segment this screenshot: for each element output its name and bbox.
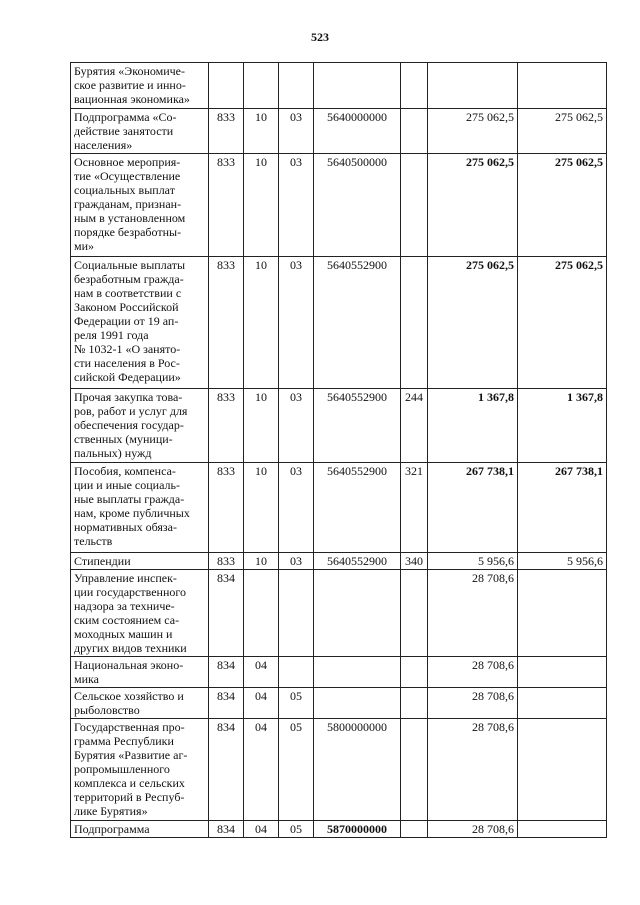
cell-sum-1-text: 28 708,6 [472, 658, 514, 672]
cell-vr [401, 109, 428, 154]
cell-rz [244, 389, 279, 463]
cell-pr-text: 03 [290, 554, 302, 568]
cell-name [71, 821, 209, 838]
cell-cs [314, 154, 401, 257]
cell-name-text: Бурятия «Экономиче- ское развитие и инно- вационная экономика» [74, 64, 190, 106]
cell-name [71, 463, 209, 553]
cell-sum-1-text: 28 708,6 [472, 689, 514, 703]
cell-sum-1 [428, 719, 518, 821]
cell-rz [244, 719, 279, 821]
cell-vr-text: 321 [405, 464, 423, 478]
cell-name [71, 719, 209, 821]
cell-pr-text: 03 [290, 390, 302, 404]
table-row [71, 553, 607, 570]
cell-gr-text: 833 [217, 258, 235, 272]
table-row [71, 389, 607, 463]
cell-sum-2 [518, 154, 607, 257]
cell-sum-2 [518, 463, 607, 553]
cell-sum-1-text: 1 367,8 [478, 390, 514, 404]
cell-name [71, 257, 209, 389]
cell-cs-text: 5640552900 [327, 390, 387, 404]
cell-rz [244, 570, 279, 657]
cell-gr [209, 109, 244, 154]
cell-pr-text: 03 [290, 258, 302, 272]
cell-sum-2 [518, 688, 607, 719]
cell-sum-2 [518, 63, 607, 109]
cell-sum-1-text: 5 956,6 [478, 554, 514, 568]
cell-rz [244, 463, 279, 553]
cell-vr [401, 463, 428, 553]
cell-sum-1-text: 275 062,5 [466, 258, 514, 272]
cell-cs [314, 109, 401, 154]
cell-sum-1 [428, 389, 518, 463]
cell-gr [209, 154, 244, 257]
cell-pr-text: 05 [290, 720, 302, 734]
table-row [71, 463, 607, 553]
cell-cs [314, 389, 401, 463]
cell-vr-text: 340 [405, 554, 423, 568]
cell-cs [314, 63, 401, 109]
cell-pr [279, 657, 314, 688]
cell-gr-text: 834 [217, 658, 235, 672]
cell-pr [279, 109, 314, 154]
table-row [71, 109, 607, 154]
cell-rz [244, 553, 279, 570]
cell-gr-text: 834 [217, 689, 235, 703]
cell-vr [401, 657, 428, 688]
cell-gr [209, 389, 244, 463]
cell-name [71, 570, 209, 657]
table-row [71, 821, 607, 838]
cell-rz [244, 109, 279, 154]
cell-pr [279, 570, 314, 657]
cell-gr [209, 570, 244, 657]
cell-sum-2 [518, 570, 607, 657]
table-body [71, 63, 607, 838]
cell-sum-2-text: 5 956,6 [567, 554, 603, 568]
cell-pr [279, 389, 314, 463]
cell-pr-text: 03 [290, 155, 302, 169]
table-row [71, 154, 607, 257]
cell-sum-1 [428, 463, 518, 553]
cell-rz-text: 10 [255, 258, 267, 272]
cell-rz-text: 04 [255, 658, 267, 672]
cell-cs [314, 821, 401, 838]
cell-gr [209, 257, 244, 389]
table-row [71, 570, 607, 657]
cell-name-text: Государственная про- грамма Республики Бурятия «Развитие аг- ропромышленного комплекса и сельских территорий в Респуб- лике Бурятия» [74, 720, 188, 818]
cell-sum-1-text: 28 708,6 [472, 720, 514, 734]
cell-name-text: Сельское хозяйство и рыболовство [74, 689, 184, 717]
cell-vr [401, 553, 428, 570]
cell-sum-2-text: 267 738,1 [555, 464, 603, 478]
cell-vr [401, 389, 428, 463]
cell-vr [401, 688, 428, 719]
cell-name [71, 657, 209, 688]
cell-pr-text: 05 [290, 822, 302, 836]
cell-cs-text: 5640552900 [327, 554, 387, 568]
cell-rz-text: 04 [255, 720, 267, 734]
cell-sum-2 [518, 257, 607, 389]
cell-cs [314, 688, 401, 719]
cell-sum-1 [428, 257, 518, 389]
budget-table [70, 62, 607, 838]
cell-cs [314, 570, 401, 657]
cell-sum-1 [428, 570, 518, 657]
cell-sum-2 [518, 553, 607, 570]
cell-rz-text: 10 [255, 464, 267, 478]
cell-cs-text: 5640500000 [327, 155, 387, 169]
cell-sum-2 [518, 821, 607, 838]
cell-pr [279, 553, 314, 570]
cell-sum-1 [428, 688, 518, 719]
cell-cs [314, 257, 401, 389]
cell-rz-text: 10 [255, 155, 267, 169]
cell-rz [244, 821, 279, 838]
cell-pr [279, 463, 314, 553]
cell-sum-2-text: 275 062,5 [555, 155, 603, 169]
cell-rz [244, 657, 279, 688]
cell-name [71, 63, 209, 109]
cell-gr-text: 833 [217, 390, 235, 404]
cell-gr [209, 63, 244, 109]
cell-gr [209, 657, 244, 688]
cell-rz [244, 63, 279, 109]
cell-gr-text: 834 [217, 822, 235, 836]
cell-cs-text: 5640000000 [327, 110, 387, 124]
cell-vr-text: 244 [405, 390, 423, 404]
cell-gr-text: 833 [217, 464, 235, 478]
cell-sum-2-text: 1 367,8 [567, 390, 603, 404]
cell-gr-text: 833 [217, 155, 235, 169]
cell-pr [279, 257, 314, 389]
cell-cs [314, 463, 401, 553]
cell-name-text: Подпрограмма «Со- действие занятости населения» [74, 110, 177, 152]
cell-pr-text: 03 [290, 464, 302, 478]
cell-name-text: Прочая закупка това- ров, работ и услуг для обеспечения государ- ственных (муници- пальных) нужд [74, 390, 188, 460]
cell-sum-1-text: 275 062,5 [466, 155, 514, 169]
cell-gr [209, 463, 244, 553]
cell-rz-text: 04 [255, 689, 267, 703]
cell-gr [209, 688, 244, 719]
cell-rz-text: 10 [255, 390, 267, 404]
cell-sum-1 [428, 821, 518, 838]
table-row [71, 657, 607, 688]
cell-sum-2-text: 275 062,5 [555, 258, 603, 272]
cell-pr [279, 154, 314, 257]
cell-name [71, 109, 209, 154]
cell-name [71, 553, 209, 570]
cell-gr-text: 834 [217, 720, 235, 734]
cell-gr [209, 821, 244, 838]
cell-name [71, 154, 209, 257]
cell-sum-1 [428, 553, 518, 570]
cell-sum-2 [518, 389, 607, 463]
cell-name-text: Подпрограмма [74, 822, 150, 836]
cell-name-text: Пособия, компенса- ции и иные социаль- ные выплаты гражда- нам, кроме публичных нормативных обяза- тельств [74, 464, 190, 548]
cell-sum-2-text: 275 062,5 [555, 110, 603, 124]
cell-cs-text: 5800000000 [327, 720, 387, 734]
cell-vr [401, 154, 428, 257]
cell-gr-text: 833 [217, 110, 235, 124]
cell-rz [244, 688, 279, 719]
cell-name-text: Стипендии [74, 554, 131, 568]
cell-name-text: Национальная эконо- мика [74, 658, 184, 686]
cell-sum-1 [428, 657, 518, 688]
cell-name-text: Социальные выплаты безработным гражда- нам в соответствии с Законом Российской Федерации от 19 ап- реля 1991 года № 1032-1 «О занято- сти населения в Рос- сийской Федерации» [74, 258, 186, 384]
cell-name-text: Управление инспек- ции государственного надзора за техниче- ским состоянием са- моходных машин и других видов техники [74, 571, 187, 655]
cell-sum-1-text: 275 062,5 [466, 110, 514, 124]
cell-gr-text: 834 [217, 571, 235, 585]
cell-vr [401, 63, 428, 109]
cell-name-text: Основное мероприя- тие «Осуществление социальных выплат гражданам, признан- ным в установленном порядке безработны- ми» [74, 155, 186, 253]
cell-cs [314, 719, 401, 821]
cell-cs [314, 553, 401, 570]
cell-pr [279, 821, 314, 838]
cell-rz-text: 10 [255, 554, 267, 568]
cell-pr [279, 719, 314, 821]
cell-sum-1-text: 28 708,6 [472, 571, 514, 585]
cell-vr [401, 821, 428, 838]
cell-vr [401, 719, 428, 821]
cell-sum-1-text: 267 738,1 [466, 464, 514, 478]
cell-pr [279, 63, 314, 109]
cell-rz-text: 10 [255, 110, 267, 124]
cell-gr [209, 553, 244, 570]
cell-pr [279, 688, 314, 719]
cell-cs-text: 5640552900 [327, 464, 387, 478]
cell-name [71, 389, 209, 463]
cell-vr [401, 257, 428, 389]
cell-sum-2 [518, 109, 607, 154]
cell-rz [244, 257, 279, 389]
table-row [71, 719, 607, 821]
page-number: 523 [311, 30, 329, 44]
cell-cs-text: 5870000000 [327, 822, 387, 836]
cell-vr [401, 570, 428, 657]
cell-sum-2 [518, 657, 607, 688]
cell-sum-1 [428, 109, 518, 154]
cell-name [71, 688, 209, 719]
cell-pr-text: 03 [290, 110, 302, 124]
cell-gr-text: 833 [217, 554, 235, 568]
table-row [71, 257, 607, 389]
cell-sum-1 [428, 154, 518, 257]
cell-sum-1-text: 28 708,6 [472, 822, 514, 836]
cell-gr [209, 719, 244, 821]
cell-sum-1 [428, 63, 518, 109]
cell-cs-text: 5640552900 [327, 258, 387, 272]
cell-rz [244, 154, 279, 257]
table-row [71, 63, 607, 109]
cell-sum-2 [518, 719, 607, 821]
cell-pr-text: 05 [290, 689, 302, 703]
cell-rz-text: 04 [255, 822, 267, 836]
table-row [71, 688, 607, 719]
cell-cs [314, 657, 401, 688]
